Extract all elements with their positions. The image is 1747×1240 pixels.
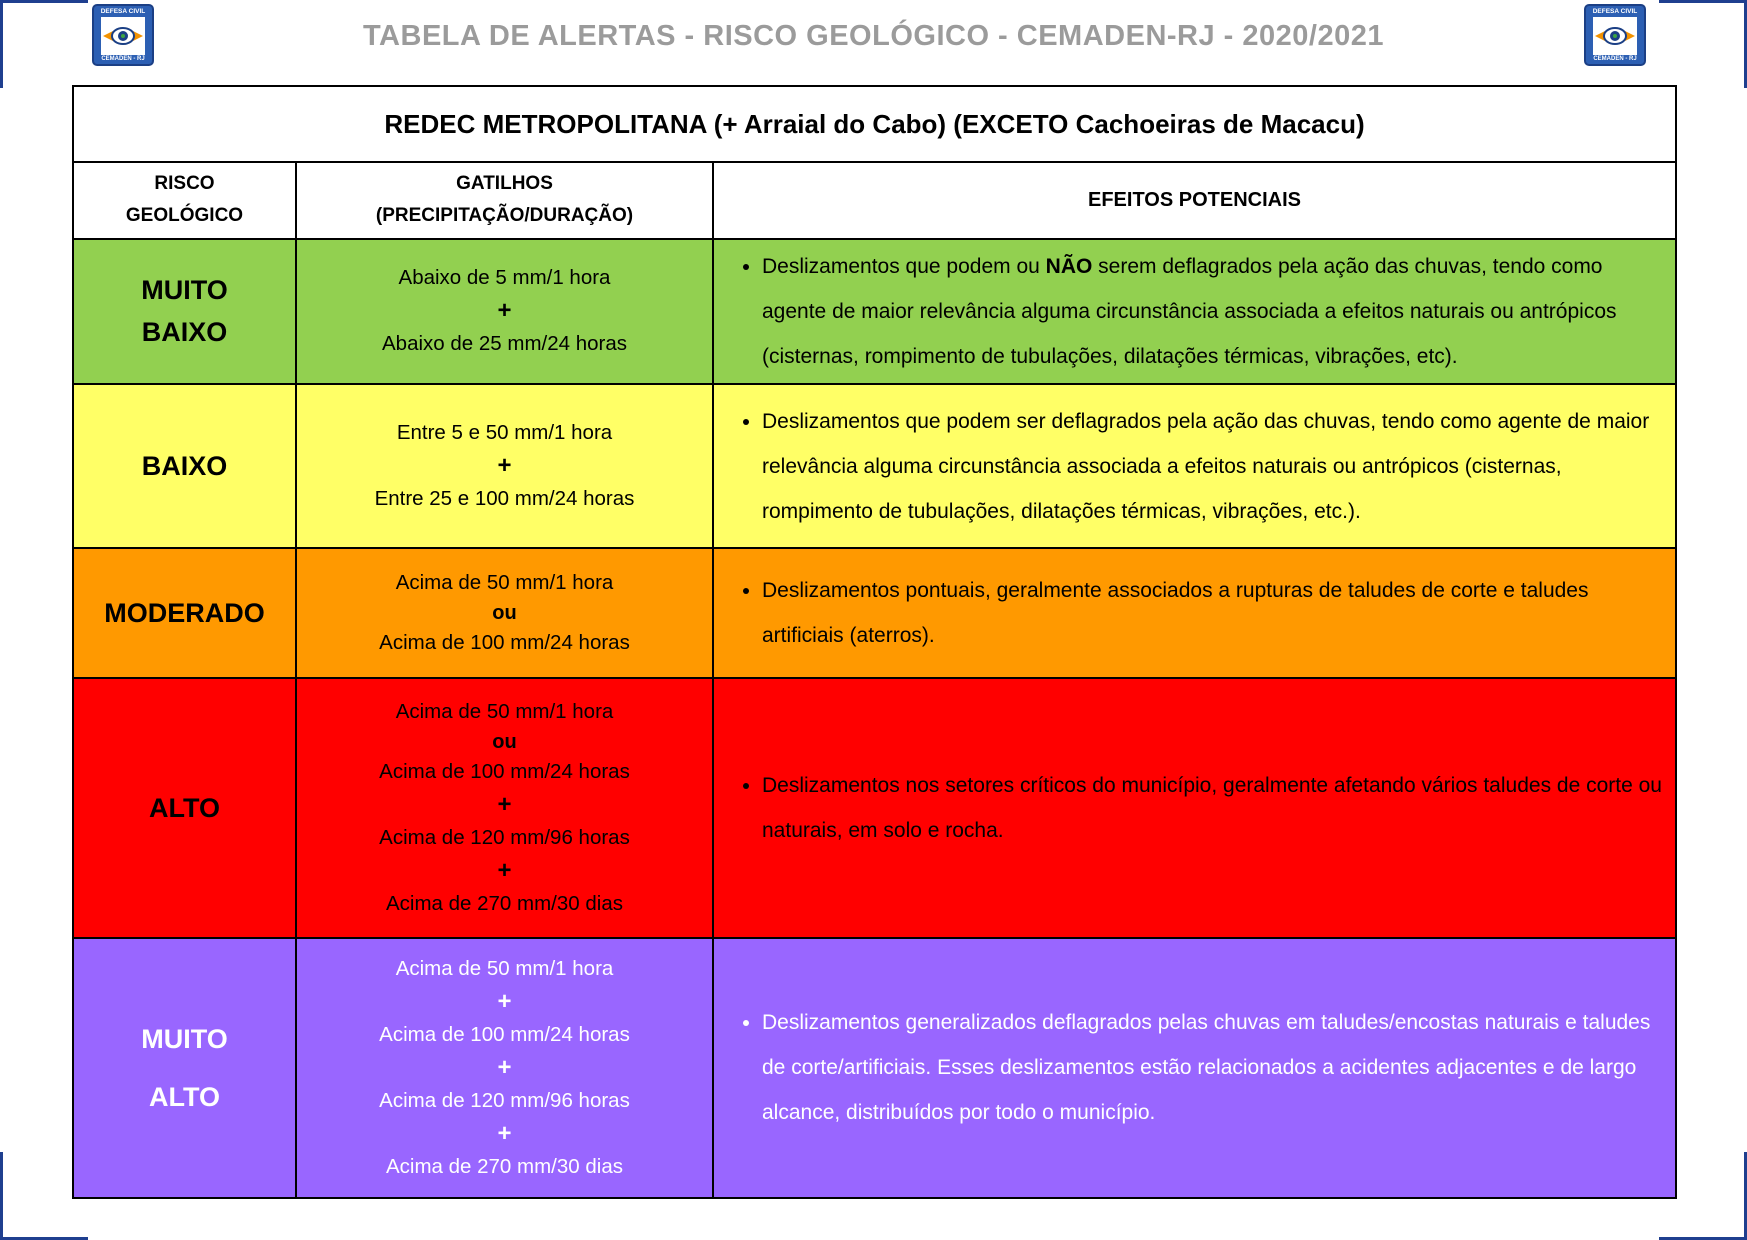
region-title: REDEC METROPOLITANA (+ Arraial do Cabo) (EXCETO Cachoeiras de Macacu) <box>73 86 1676 162</box>
effect-item: • Deslizamentos que podem ser deflagrados pela ação das chuvas, tendo como agente de maior relevância alguma circunstância associada a efeitos naturais ou antrópicos (cisternas, rompimento de tubulações, dilatações térmicas, vibrações, etc.). <box>762 399 1667 534</box>
triggers-cell <box>296 239 713 385</box>
logo-top-text: DEFESA CIVIL <box>1592 8 1638 15</box>
header-triggers-line1: GATILHOS <box>456 173 553 195</box>
frame-corner-top-right-h <box>1659 0 1747 3</box>
trigger-text: Acima de 270 mm/30 dias <box>385 1154 623 1178</box>
trigger-operator: + <box>497 790 512 818</box>
page-title: TABELA DE ALERTAS - RISCO GEOLÓGICO - CEMADEN-RJ - 2020/2021 <box>363 20 1384 52</box>
effects-cell <box>713 239 1676 385</box>
frame-corner-bottom-left-v <box>0 1152 3 1240</box>
effect-text-pre: Deslizamentos que podem ou <box>762 254 1046 278</box>
trigger-text: Abaixo de 5 mm/1 hora <box>398 266 611 290</box>
eye-logo-icon <box>1593 17 1637 55</box>
triggers-cell <box>296 678 713 938</box>
level-cell <box>73 239 296 385</box>
effect-text-bold: NÃO <box>1045 254 1093 278</box>
level-line2: ALTO <box>149 1081 220 1112</box>
frame-corner-top-left-v <box>0 0 3 88</box>
trigger-operator: ou <box>492 730 517 753</box>
effects-cell <box>713 384 1676 548</box>
trigger-text: Acima de 270 mm/30 dias <box>385 891 623 915</box>
level-line1: MUITO <box>141 1023 228 1054</box>
header-effects: EFEITOS POTENCIAIS <box>713 162 1676 238</box>
triggers-cell <box>296 384 713 548</box>
trigger-operator: + <box>497 452 512 480</box>
effects-cell <box>713 678 1676 938</box>
header-triggers-line2: (PRECIPITAÇÃO/DURAÇÃO) <box>375 205 634 227</box>
effect-item: • Deslizamentos generalizados deflagrados pelas chuvas em taludes/encostas naturais e taludes de corte/artificiais. Esses deslizamentos estão relacionados a acidentes adjacentes e de largo alcance, distribuídos por todo o município. <box>762 1000 1667 1135</box>
trigger-text: Acima de 50 mm/1 hora <box>395 570 614 594</box>
table-row-baixo <box>73 384 1676 548</box>
logo-bottom-text: CEMADEN - RJ <box>101 56 145 62</box>
effects-cell <box>713 548 1676 678</box>
trigger-operator: + <box>497 856 512 884</box>
alert-table <box>72 85 1677 1199</box>
effect-item: • Deslizamentos pontuais, geralmente associados a rupturas de taludes de corte e taludes artificiais (aterros). <box>762 568 1667 658</box>
level-cell <box>73 938 296 1198</box>
trigger-text: Abaixo de 25 mm/24 horas <box>382 332 627 356</box>
eye-logo-icon <box>101 17 145 55</box>
trigger-operator: + <box>497 297 512 325</box>
trigger-text: Acima de 50 mm/1 hora <box>395 956 614 980</box>
frame-corner-top-left-h <box>0 0 88 3</box>
trigger-text: Acima de 100 mm/24 horas <box>379 1022 630 1046</box>
trigger-operator: + <box>497 1119 512 1147</box>
trigger-text: Acima de 100 mm/24 horas <box>379 630 630 654</box>
header-risk-line2: GEOLÓGICO <box>125 205 244 227</box>
logo-top-text: DEFESA CIVIL <box>100 8 146 15</box>
table-row-moderado <box>73 548 1676 678</box>
trigger-operator: + <box>497 987 512 1015</box>
trigger-text: Acima de 50 mm/1 hora <box>395 699 614 723</box>
triggers-cell <box>296 938 713 1198</box>
defesa-civil-logo-right <box>1584 4 1646 66</box>
level-cell: MODERADO <box>73 548 296 678</box>
effects-cell <box>713 938 1676 1198</box>
trigger-text: Acima de 120 mm/96 horas <box>379 825 630 849</box>
trigger-text: Acima de 120 mm/96 horas <box>379 1088 630 1112</box>
trigger-text: Acima de 100 mm/24 horas <box>379 759 630 783</box>
trigger-operator: ou <box>492 601 517 624</box>
triggers-cell <box>296 548 713 678</box>
effect-item: • Deslizamentos nos setores críticos do município, geralmente afetando vários taludes de corte ou naturais, em solo e rocha. <box>762 763 1667 853</box>
table-row-muito-alto <box>73 938 1676 1198</box>
table-row-muito-baixo <box>73 239 1676 385</box>
trigger-text: Entre 25 e 100 mm/24 horas <box>374 487 635 511</box>
effect-item <box>762 244 1667 379</box>
header-triggers <box>296 162 713 238</box>
trigger-text: Entre 5 e 50 mm/1 hora <box>396 421 613 445</box>
level-cell: ALTO <box>73 678 296 938</box>
level-line1: MUITO <box>141 275 228 306</box>
defesa-civil-logo-left <box>92 4 154 66</box>
table-row-alto <box>73 678 1676 938</box>
level-line2: BAIXO <box>141 317 228 348</box>
trigger-operator: + <box>497 1053 512 1081</box>
level-cell: BAIXO <box>73 384 296 548</box>
effect-text-post: serem deflagrados pela ação das chuvas, tendo como agente de maior relevância alguma circunstância associada a efeitos naturais ou antrópicos (cisternas, rompimento de tubulações, dilatações térmicas, vibrações, etc). <box>762 254 1617 368</box>
header-risk <box>73 162 296 238</box>
header-risk-line1: RISCO <box>154 173 215 195</box>
logo-bottom-text: CEMADEN - RJ <box>1593 56 1637 62</box>
